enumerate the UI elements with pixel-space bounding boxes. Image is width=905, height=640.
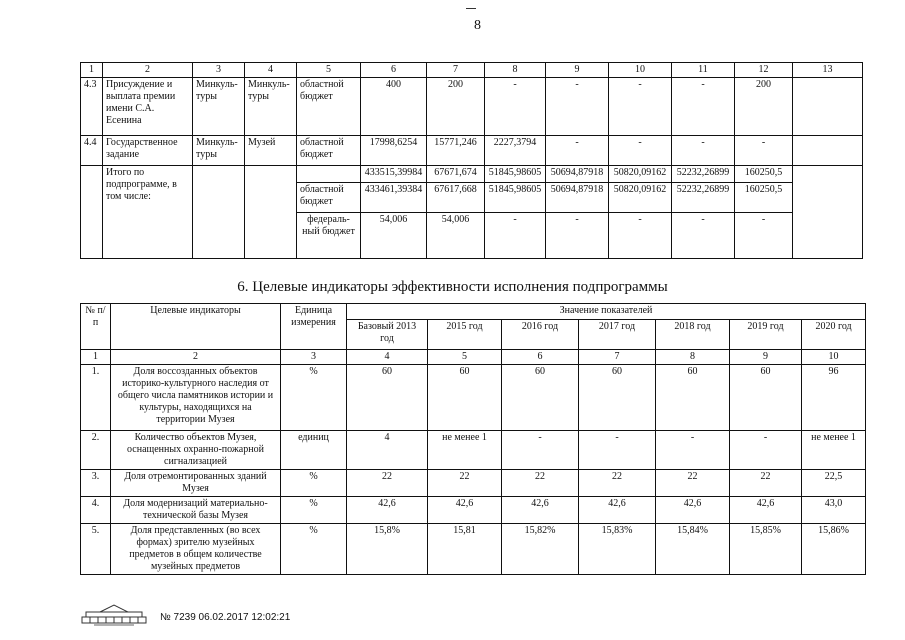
col-header: 3 [193, 63, 245, 78]
table-row [81, 136, 863, 166]
cell-value: - [735, 136, 793, 166]
row-name: Присуждение и выплата премии имени С.А. Есенина [103, 78, 193, 136]
cell-value: - [672, 136, 735, 166]
cell-value: 51845,98605 [485, 166, 546, 183]
table-row [81, 524, 866, 575]
row-executor: Минкуль-туры [193, 136, 245, 166]
column-number: 3 [281, 350, 347, 365]
cell-value: 42,6 [347, 497, 428, 524]
cell-value: не менее 1 [802, 431, 866, 470]
total-label: Итого по подпрограмме, в том числе: [103, 166, 193, 259]
header-number: № п/п [81, 304, 111, 350]
column-number: 2 [111, 350, 281, 365]
cell-value: 51845,98605 [485, 183, 546, 213]
row-unit: % [281, 524, 347, 575]
cell-value: 22 [579, 470, 656, 497]
building-seal-icon [80, 603, 148, 627]
cell-value: - [546, 213, 609, 259]
column-number: 4 [347, 350, 428, 365]
year-header: 2017 год [579, 320, 656, 350]
cell-value: - [579, 431, 656, 470]
cell-value: 60 [502, 365, 579, 431]
year-header: Базовый 2013 год [347, 320, 428, 350]
row-unit: % [281, 470, 347, 497]
total-empty-cell [245, 166, 297, 259]
row-number: 3. [81, 470, 111, 497]
table-row [81, 78, 863, 136]
col-header: 9 [546, 63, 609, 78]
cell-value: 52232,26899 [672, 166, 735, 183]
col-header: 12 [735, 63, 793, 78]
cell-value: 50820,09162 [609, 183, 672, 213]
row-executor: Минкуль-туры [193, 78, 245, 136]
cell-value: 15,83% [579, 524, 656, 575]
cell-value: 67671,674 [427, 166, 485, 183]
row-unit: единиц [281, 431, 347, 470]
row-name: Количество объектов Музея, оснащенных охранно-пожарной сигнализацией [111, 431, 281, 470]
row-name: Доля воссозданных объектов историко-культурного наследия от общего числа памятников истории и культуры, находящихся на территории Музея [111, 365, 281, 431]
cell-value: - [656, 431, 730, 470]
row-source: областной бюджет [297, 136, 361, 166]
cell-value: 43,0 [802, 497, 866, 524]
cell-value: - [485, 213, 546, 259]
cell-value: 160250,5 [735, 183, 793, 213]
cell-value: - [672, 213, 735, 259]
header-row [81, 63, 863, 78]
cell-value: - [546, 136, 609, 166]
col-header: 4 [245, 63, 297, 78]
cell-value: 54,006 [361, 213, 427, 259]
row-unit: % [281, 497, 347, 524]
col-header: 6 [361, 63, 427, 78]
cell-value: 433515,39984 [361, 166, 427, 183]
cell-value: 22 [656, 470, 730, 497]
cell-value: 17998,6254 [361, 136, 427, 166]
cell-value: 15,84% [656, 524, 730, 575]
cell-value: 15,85% [730, 524, 802, 575]
cell-value: 15,81 [428, 524, 502, 575]
total-empty-cell [81, 166, 103, 259]
header-row [81, 304, 866, 320]
indicators-table [80, 303, 866, 575]
cell-value: - [735, 213, 793, 259]
registration-stamp: № 7239 06.02.2017 12:02:21 [160, 612, 291, 623]
cell-value: 15,86% [802, 524, 866, 575]
page-number: 8 [474, 18, 481, 33]
cell-value: 67617,668 [427, 183, 485, 213]
col-header: 11 [672, 63, 735, 78]
cell-value: 22 [502, 470, 579, 497]
row-participant: Музей [245, 136, 297, 166]
col-header: 5 [297, 63, 361, 78]
cell-value: - [502, 431, 579, 470]
cell-value: - [485, 78, 546, 136]
row-number: 4. [81, 497, 111, 524]
table-row [81, 365, 866, 431]
cell-value: - [609, 213, 672, 259]
col-header: 8 [485, 63, 546, 78]
cell-value: 50694,87918 [546, 183, 609, 213]
cell-value: 400 [361, 78, 427, 136]
col-header: 13 [793, 63, 863, 78]
table-row [81, 497, 866, 524]
cell-value: 52232,26899 [672, 183, 735, 213]
column-number-row [81, 350, 866, 365]
cell-value: - [609, 136, 672, 166]
page-mark [466, 8, 476, 9]
cell-value: 15771,246 [427, 136, 485, 166]
column-number: 1 [81, 350, 111, 365]
header-unit: Единица измерения [281, 304, 347, 350]
cell-value [793, 136, 863, 166]
total-row [81, 166, 863, 183]
row-name: Доля представленных (во всех формах) зрителю музейных предметов в общем количестве музейных предметов [111, 524, 281, 575]
row-name: Доля модернизаций материально-технической базы Музея [111, 497, 281, 524]
cell-value: 22 [428, 470, 502, 497]
row-number: 2. [81, 431, 111, 470]
cell-value: 42,6 [656, 497, 730, 524]
total-empty-cell [193, 166, 245, 259]
column-number: 6 [502, 350, 579, 365]
cell-value: 15,8% [347, 524, 428, 575]
year-header: 2015 год [428, 320, 502, 350]
column-number: 7 [579, 350, 656, 365]
cell-value: 96 [802, 365, 866, 431]
cell-value: 22,5 [802, 470, 866, 497]
cell-value: - [546, 78, 609, 136]
cell-value: не менее 1 [428, 431, 502, 470]
col-header: 10 [609, 63, 672, 78]
header-values: Значение показателей [347, 304, 866, 320]
cell-value: 4 [347, 431, 428, 470]
year-header: 2018 год [656, 320, 730, 350]
row-number: 4.3 [81, 78, 103, 136]
column-number: 10 [802, 350, 866, 365]
cell-value: 2227,3794 [485, 136, 546, 166]
row-number: 4.4 [81, 136, 103, 166]
column-number: 9 [730, 350, 802, 365]
table-row [81, 470, 866, 497]
cell-value [793, 78, 863, 136]
cell-value: 60 [730, 365, 802, 431]
col-header: 2 [103, 63, 193, 78]
column-number: 8 [656, 350, 730, 365]
table-row [81, 431, 866, 470]
cell-value: - [730, 431, 802, 470]
column-number: 5 [428, 350, 502, 365]
cell-value: 200 [735, 78, 793, 136]
row-name: Доля отремонтированных зданий Музея [111, 470, 281, 497]
cell-value: 42,6 [502, 497, 579, 524]
row-number: 5. [81, 524, 111, 575]
section-title: 6. Целевые индикаторы эффективности исполнения подпрограммы [237, 279, 668, 295]
year-header: 2020 год [802, 320, 866, 350]
col-header: 1 [81, 63, 103, 78]
row-participant: Минкуль-туры [245, 78, 297, 136]
year-header: 2016 год [502, 320, 579, 350]
cell-value: 60 [656, 365, 730, 431]
col-header: 7 [427, 63, 485, 78]
cell-value: 22 [347, 470, 428, 497]
cell-value: - [672, 78, 735, 136]
cell-value: 60 [428, 365, 502, 431]
header-indicators: Целевые индикаторы [111, 304, 281, 350]
row-number: 1. [81, 365, 111, 431]
cell-value: 60 [347, 365, 428, 431]
cell-value: 433461,39384 [361, 183, 427, 213]
cell-value: 15,82% [502, 524, 579, 575]
row-name: Государственное задание [103, 136, 193, 166]
document-stamp [80, 603, 480, 629]
year-header: 2019 год [730, 320, 802, 350]
row-unit: % [281, 365, 347, 431]
cell-value: 160250,5 [735, 166, 793, 183]
cell-value: 42,6 [428, 497, 502, 524]
financing-table [80, 62, 863, 259]
row-source: областной бюджет [297, 78, 361, 136]
cell-value: 50694,87918 [546, 166, 609, 183]
cell-value: 54,006 [427, 213, 485, 259]
total-empty-cell [793, 166, 863, 259]
cell-value: 50820,09162 [609, 166, 672, 183]
row-source: областной бюджет [297, 183, 361, 213]
cell-value: 42,6 [730, 497, 802, 524]
row-source [297, 166, 361, 183]
cell-value: 22 [730, 470, 802, 497]
cell-value: 42,6 [579, 497, 656, 524]
row-source: федераль-ный бюджет [297, 213, 361, 259]
cell-value: 200 [427, 78, 485, 136]
cell-value: 60 [579, 365, 656, 431]
cell-value: - [609, 78, 672, 136]
